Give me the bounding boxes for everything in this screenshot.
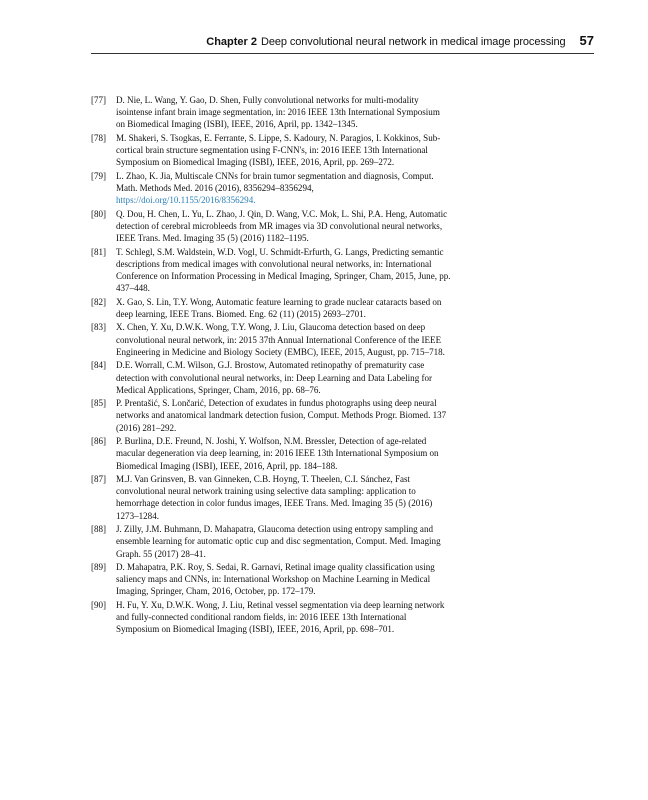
reference-number: [86] (91, 436, 107, 447)
reference-number: [88] (91, 524, 107, 535)
reference-item (91, 561, 451, 598)
reference-number: [77] (91, 95, 107, 105)
reference-text: P. Burlina, D.E. Freund, N. Joshi, Y. Wolfson, N.M. Bressler, Detection of age-related macular degeneration via deep learning, in: 2016 IEEE 13th International Symposium on Biomedical Imaging (ISBI), IEEE, 2016, April, pp. 184–188. (116, 436, 439, 471)
reference-number: [81] (91, 246, 107, 257)
reference-number: [79] (91, 170, 107, 181)
reference-text: M.J. Van Grinsven, B. van Ginneken, C.B. Hoyng, T. Theelen, C.I. Sánchez, Fast convolutional neural network training using selective data sampling: application to hemorrhage detection in color fundus images, IEEE Trans. Med. Imaging 35 (5) (2016) 1273–1284. (116, 474, 433, 521)
reference-number: [90] (91, 599, 107, 610)
reference-item (91, 94, 451, 131)
reference-number: [89] (91, 562, 107, 573)
page-number: 57 (579, 33, 594, 48)
reference-text: H. Fu, Y. Xu, D.W.K. Wong, J. Liu, Retinal vessel segmentation via deep learning network and fully-connected conditional random fields, in: 2016 IEEE 13th International Symposium on Biomedical Imaging (ISBI), IEEE, 2016, April, pp. 698–701. (116, 599, 445, 635)
reference-item (91, 473, 451, 522)
reference-item (91, 599, 451, 636)
reference-text: D. Mahapatra, P.K. Roy, S. Sedai, R. Garnavi, Retinal image quality classification using saliency maps and CNNs, in: International Workshop on Machine Learning in Medical Imaging, Springer, Cham, 2016, October, pp. 172–179. (116, 562, 435, 597)
reference-item (91, 208, 451, 245)
reference-text: D. Nie, L. Wang, Y. Gao, D. Shen, Fully convolutional networks for multi-modality isointense infant brain image segmentation, in: 2016 IEEE 13th International Symposium on Biomedical Imaging (ISBI), IEEE, 2016, April, pp. 1342–1345. (116, 95, 440, 130)
reference-text: J. Zilly, J.M. Buhmann, D. Mahapatra, Glaucoma detection using entropy sampling and ensemble learning for automatic optic cup and disc segmentation, Comput. Med. Imaging Graph. 55 (2017) 28–41. (116, 524, 441, 559)
chapter-label: Chapter 2 (206, 36, 257, 48)
reference-list (91, 94, 451, 637)
reference-text: Q. Dou, H. Chen, L. Yu, L. Zhao, J. Qin, D. Wang, V.C. Mok, L. Shi, P.A. Heng, Automatic detection of cerebral microbleeds from MR images via 3D convolutional neural networks, IEEE Trans. Med. Imaging 35 (5) (2016) 1182–1195. (116, 208, 448, 244)
reference-item (91, 321, 451, 358)
reference-item (91, 435, 451, 472)
reference-number: [87] (91, 474, 107, 485)
reference-item (91, 132, 451, 169)
reference-number: [85] (91, 398, 107, 409)
reference-text: P. Prentašić, S. Lončarić, Detection of exudates in fundus photographs using deep neural networks and anatomical landmark detection fusion, Comput. Methods Progr. Biomed. 137 (2016) 281–292. (116, 398, 447, 433)
header-divider (91, 53, 594, 54)
reference-number: [84] (91, 360, 107, 371)
reference-item (91, 170, 451, 207)
reference-number: [80] (91, 208, 107, 219)
reference-text-with-link (116, 170, 451, 207)
running-header (91, 33, 594, 53)
reference-number: [83] (91, 322, 107, 333)
reference-text: L. Zhao, K. Jia, Multiscale CNNs for brain tumor segmentation and diagnosis, Comput. Math. Methods Med. 2016 (2016), 8356294–8356294, (116, 170, 434, 194)
reference-number: [78] (91, 132, 107, 143)
reference-number: [82] (91, 296, 107, 307)
reference-item (91, 359, 451, 396)
reference-text: X. Gao, S. Lin, T.Y. Wong, Automatic feature learning to grade nuclear cataracts based on deep learning, IEEE Trans. Biomed. Eng. 62 (11) (2015) 2693–2701. (116, 296, 442, 319)
reference-text: D.E. Worrall, C.M. Wilson, G.J. Brostow, Automated retinopathy of prematurity case detection with convolutional neural networks, in: Deep Learning and Data Labeling for Medical Applications, Springer, Cham, 2016, pp. 68–76. (116, 360, 433, 395)
chapter-title: Deep convolutional neural network in medical image processing (261, 36, 566, 48)
doi-link[interactable]: https://doi.org/10.1155/2016/8356294. (116, 195, 256, 206)
reference-item (91, 246, 451, 295)
reference-text: T. Schlegl, S.M. Waldstein, W.D. Vogl, U. Schmidt-Erfurth, G. Langs, Predicting semantic descriptions from medical images with convolutional neural networks, in: International Conference on Information Processing in Medical Imaging, Springer, Cham, 2015, June, pp. 437–448. (116, 246, 451, 294)
reference-item (91, 397, 451, 434)
reference-item (91, 523, 451, 560)
reference-text: X. Chen, Y. Xu, D.W.K. Wong, T.Y. Wong, J. Liu, Glaucoma detection based on deep convolutional neural network, in: 2015 37th Annual International Conference of the IEEE Engineering in Medicine and Biology Society (EMBC), IEEE, 2015, August, pp. 715–718. (116, 322, 445, 357)
reference-item (91, 296, 451, 320)
reference-text: M. Shakeri, S. Tsogkas, E. Ferrante, S. Lippe, S. Kadoury, N. Paragios, I. Kokkinos, Sub-cortical brain structure segmentation using F-CNN's, in: 2016 IEEE 13th International Symposium on Biomedical Imaging (ISBI), IEEE, 2016, April, pp. 269–272. (116, 132, 441, 168)
